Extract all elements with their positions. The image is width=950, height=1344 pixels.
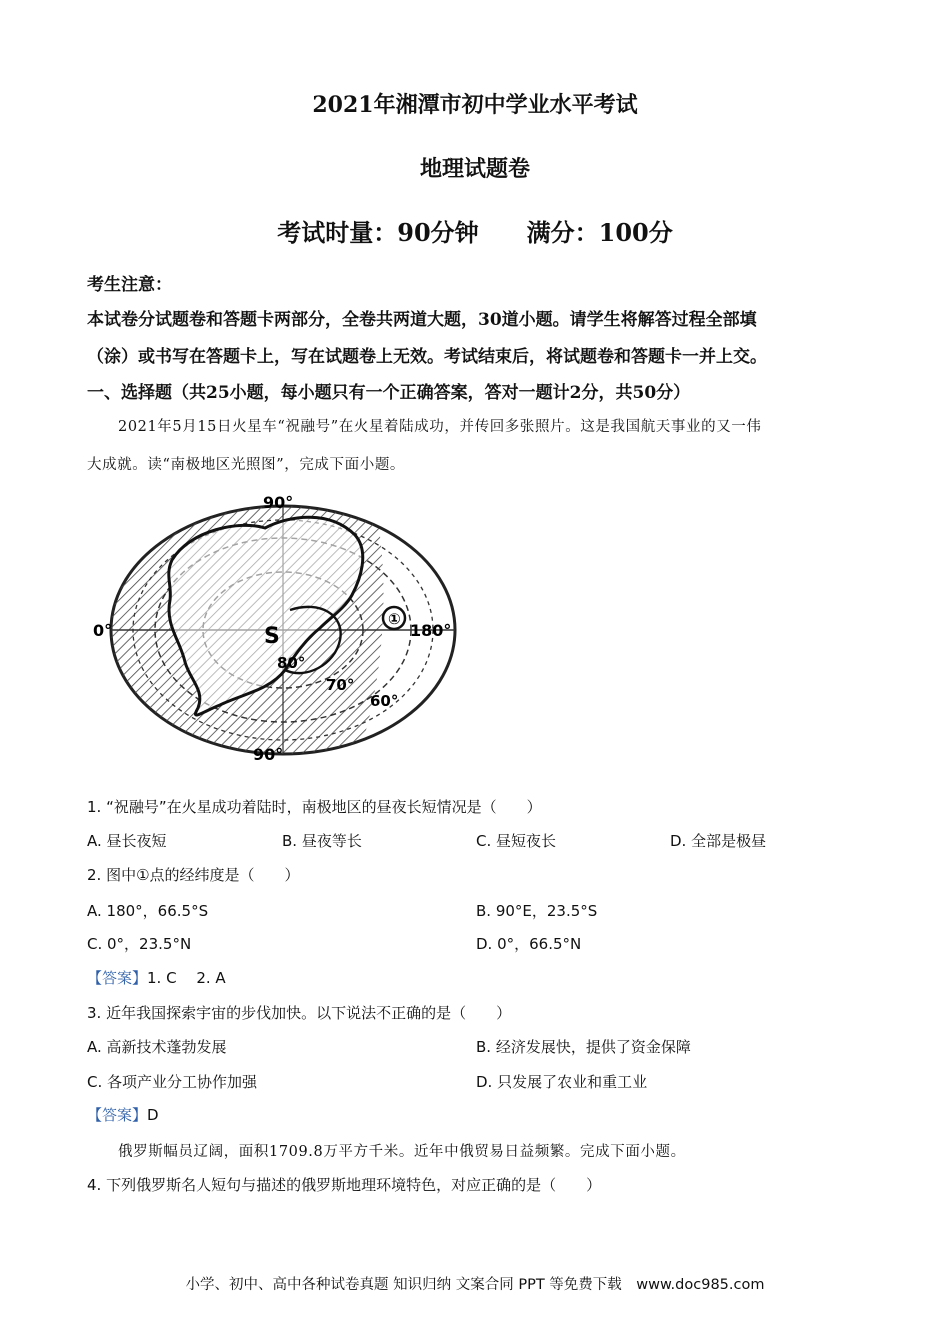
passage-2: 俄罗斯幅员辽阔，面积1709.8万平方千米。近年中俄贸易日益频繁。完成下面小题。 [118,1144,686,1160]
passage-1-line-2: 大成就。读“南极地区光照图”，完成下面小题。 [87,457,406,473]
q3-stem: 3. 近年我国探索宇宙的步伐加快。以下说法不正确的是（ ） [87,1004,512,1022]
answer-value: 1. C 2. A [147,969,226,987]
passage-1-line-1: 2021年5月15日火星车“祝融号”在火星着陆成功，并传回多张照片。这是我国航天事业的又一伟 [118,419,762,435]
label-south-pole: S [264,624,280,649]
q1-stem: 1. “祝融号”在火星成功着陆时，南极地区的昼夜长短情况是（ ） [87,798,542,816]
answer-tag: 【答案】 [87,969,148,987]
q2-option-a: A. 180°，66.5°S [87,902,209,920]
label-180: 180° [410,621,452,640]
q2-option-c: C. 0°，23.5°N [87,935,192,953]
label-0: 0° [93,621,113,640]
q2-stem: 2. 图中①点的经纬度是（ ） [87,866,300,884]
section-1-heading: 一、选择题（共25小题，每小题只有一个正确答案，答对一题计2分，共50分） [87,383,691,403]
q3-option-d: D. 只发展了农业和重工业 [476,1073,648,1091]
notice-line-2: （涂）或书写在答题卡上，写在试题卷上无效。考试结束后，将试题卷和答题卡一并上交。 [87,347,767,367]
q4-stem: 4. 下列俄罗斯名人短句与描述的俄罗斯地理环境特色，对应正确的是（ ） [87,1176,602,1194]
q1-option-d: D. 全部是极昼 [670,832,767,850]
antarctic-illumination-map [90,490,475,765]
notice-line-1: 本试卷分试题卷和答题卡两部分，全卷共两道大题，30道小题。请学生将解答过程全部填 [87,310,757,330]
point-1-label: ① [388,610,401,628]
q2-option-b: B. 90°E，23.5°S [476,902,598,920]
exam-info: 考试时量：90分钟 满分：100分 [277,218,673,247]
label-90-bottom: 90° [253,745,284,764]
label-80: 80° [277,654,306,672]
exam-subtitle: 地理试题卷 [419,156,530,182]
answer-tag: 【答案】 [87,1106,148,1124]
q3-option-b: B. 经济发展快，提供了资金保障 [476,1038,691,1056]
answer-1-2 [87,967,226,988]
exam-title: 2021年湘潭市初中学业水平考试 [312,92,638,118]
label-60: 60° [370,692,399,710]
q3-option-a: A. 高新技术蓬勃发展 [87,1038,227,1056]
label-90-top: 90° [263,493,294,512]
q1-option-b: B. 昼夜等长 [282,832,362,850]
q1-option-c: C. 昼短夜长 [476,832,557,850]
q3-option-c: C. 各项产业分工协作加强 [87,1073,258,1091]
q1-option-a: A. 昼长夜短 [87,832,167,850]
footer-text: 小学、初中、高中各种试卷真题 知识归纳 文案合同 PPT 等免费下载 www.doc985.com [185,1277,765,1293]
q2-option-d: D. 0°，66.5°N [476,935,582,953]
answer-3 [87,1104,159,1125]
answer-value: D [147,1106,159,1124]
notice-heading: 考生注意： [87,275,172,295]
label-70: 70° [326,676,355,694]
